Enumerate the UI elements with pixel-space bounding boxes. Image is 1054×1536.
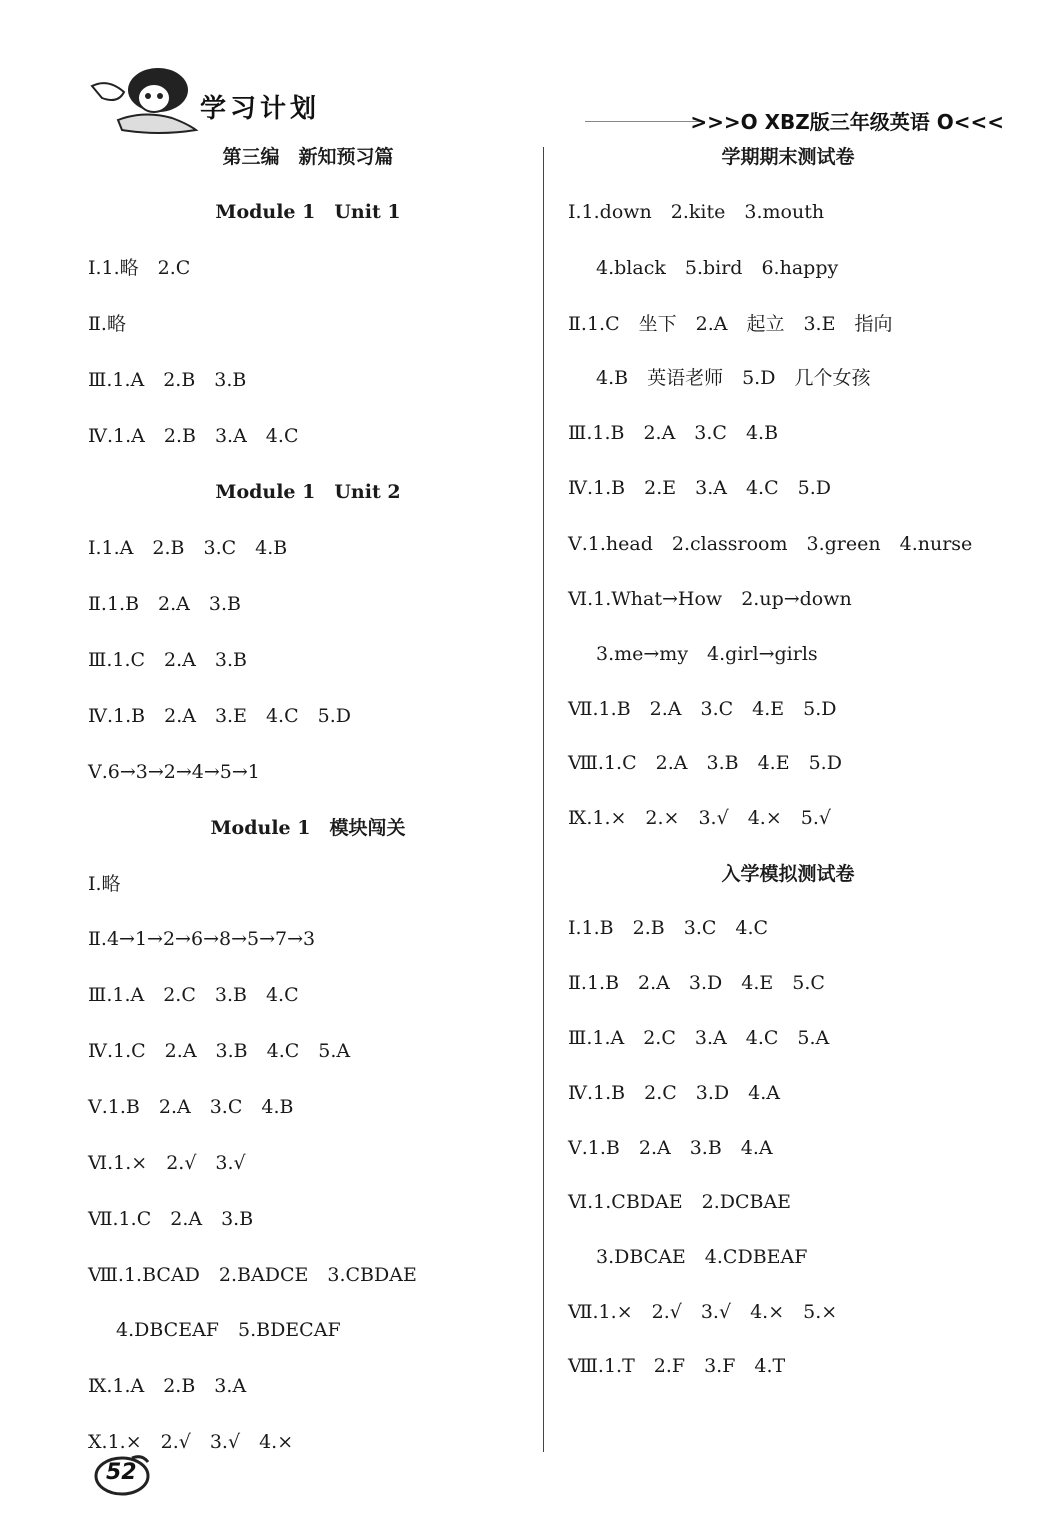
answer-line: Ⅱ.1.B 2.A 3.B [88, 593, 241, 615]
answer-line: Ⅰ.略 [88, 873, 121, 895]
answer-line: Ⅰ.1.A 2.B 3.C 4.B [88, 537, 288, 559]
answer-line: Ⅲ.1.A 2.C 3.B 4.C [88, 984, 299, 1006]
answer-line: Ⅷ.1.C 2.A 3.B 4.E 5.D [568, 752, 842, 774]
answer-line: Ⅳ.1.B 2.C 3.D 4.A [568, 1082, 780, 1104]
book-title: 学习计划 [200, 94, 321, 124]
answer-line: Ⅳ.1.B 2.E 3.A 4.C 5.D [568, 477, 831, 499]
answer-line: Ⅳ.1.C 2.A 3.B 4.C 5.A [88, 1040, 351, 1062]
answer-line: Ⅳ.1.B 2.A 3.E 4.C 5.D [88, 705, 351, 727]
section-heading: 学期期末测试卷 [721, 146, 855, 168]
answer-line: Ⅲ.1.C 2.A 3.B [88, 649, 247, 671]
answer-line: Ⅲ.1.A 2.C 3.A 4.C 5.A [568, 1027, 830, 1049]
answer-line: Ⅲ.1.A 2.B 3.B [88, 369, 247, 391]
book-logo [88, 58, 388, 138]
answer-line: Ⅱ.4→1→2→6→8→5→7→3 [88, 928, 316, 950]
unit-heading: Module 1 Unit 1 [215, 201, 401, 223]
answer-line: Ⅸ.1.A 2.B 3.A [88, 1375, 247, 1397]
answer-line: Ⅴ.1.B 2.A 3.B 4.A [568, 1137, 773, 1159]
answer-line: Ⅷ.1.T 2.F 3.F 4.T [568, 1355, 786, 1377]
answer-line: Ⅵ.1.CBDAE 2.DCBAE [568, 1191, 792, 1213]
answer-line: 4.B 英语老师 5.D 几个女孩 [596, 367, 871, 389]
cartoon-mascot-icon [88, 58, 200, 138]
answer-line: Ⅴ.1.B 2.A 3.C 4.B [88, 1096, 294, 1118]
answer-line: Ⅴ.1.head 2.classroom 3.green 4.nurse [568, 533, 973, 555]
section-heading: 入学模拟测试卷 [721, 863, 855, 885]
unit-heading: Module 1 模块闯关 [210, 817, 406, 839]
column-divider [543, 147, 544, 1452]
answer-line: 4.DBCEAF 5.BDECAF [116, 1319, 341, 1341]
answer-line: Ⅹ.1.× 2.√ 3.√ 4.× [88, 1431, 294, 1453]
header-rule [585, 121, 700, 122]
answer-line: Ⅶ.1.× 2.√ 3.√ 4.× 5.× [568, 1301, 838, 1323]
answer-line: 3.me→my 4.girl→girls [596, 643, 818, 665]
answer-line: Ⅲ.1.B 2.A 3.C 4.B [568, 422, 779, 444]
answer-line: Ⅵ.1.× 2.√ 3.√ [88, 1152, 246, 1174]
answer-line: Ⅷ.1.BCAD 2.BADCE 3.CBDAE [88, 1264, 417, 1286]
answer-line: Ⅵ.1.What→How 2.up→down [568, 588, 852, 610]
answer-line: Ⅴ.6→3→2→4→5→1 [88, 761, 260, 783]
page-number-badge [92, 1452, 152, 1496]
edition-label: >>>O XBZ版三年级英语 O<<< [690, 110, 1004, 134]
answer-line: 4.black 5.bird 6.happy [596, 257, 839, 279]
answer-line: Ⅳ.1.A 2.B 3.A 4.C [88, 425, 299, 447]
section-heading: 第三编 新知预习篇 [222, 146, 394, 168]
unit-heading: Module 1 Unit 2 [215, 481, 401, 503]
answer-line: Ⅶ.1.B 2.A 3.C 4.E 5.D [568, 698, 837, 720]
answer-line: Ⅱ.略 [88, 313, 126, 335]
answer-line: Ⅰ.1.略 2.C [88, 257, 191, 279]
answer-line: Ⅰ.1.B 2.B 3.C 4.C [568, 917, 769, 939]
answer-line: 3.DBCAE 4.CDBEAF [596, 1246, 808, 1268]
answer-line: Ⅱ.1.C 坐下 2.A 起立 3.E 指向 [568, 313, 893, 335]
answer-line: Ⅶ.1.C 2.A 3.B [88, 1208, 254, 1230]
answer-line: Ⅰ.1.down 2.kite 3.mouth [568, 201, 825, 223]
answer-line: Ⅸ.1.× 2.× 3.√ 4.× 5.√ [568, 807, 831, 829]
answer-line: Ⅱ.1.B 2.A 3.D 4.E 5.C [568, 972, 825, 994]
page-number: 52 [106, 1460, 137, 1485]
